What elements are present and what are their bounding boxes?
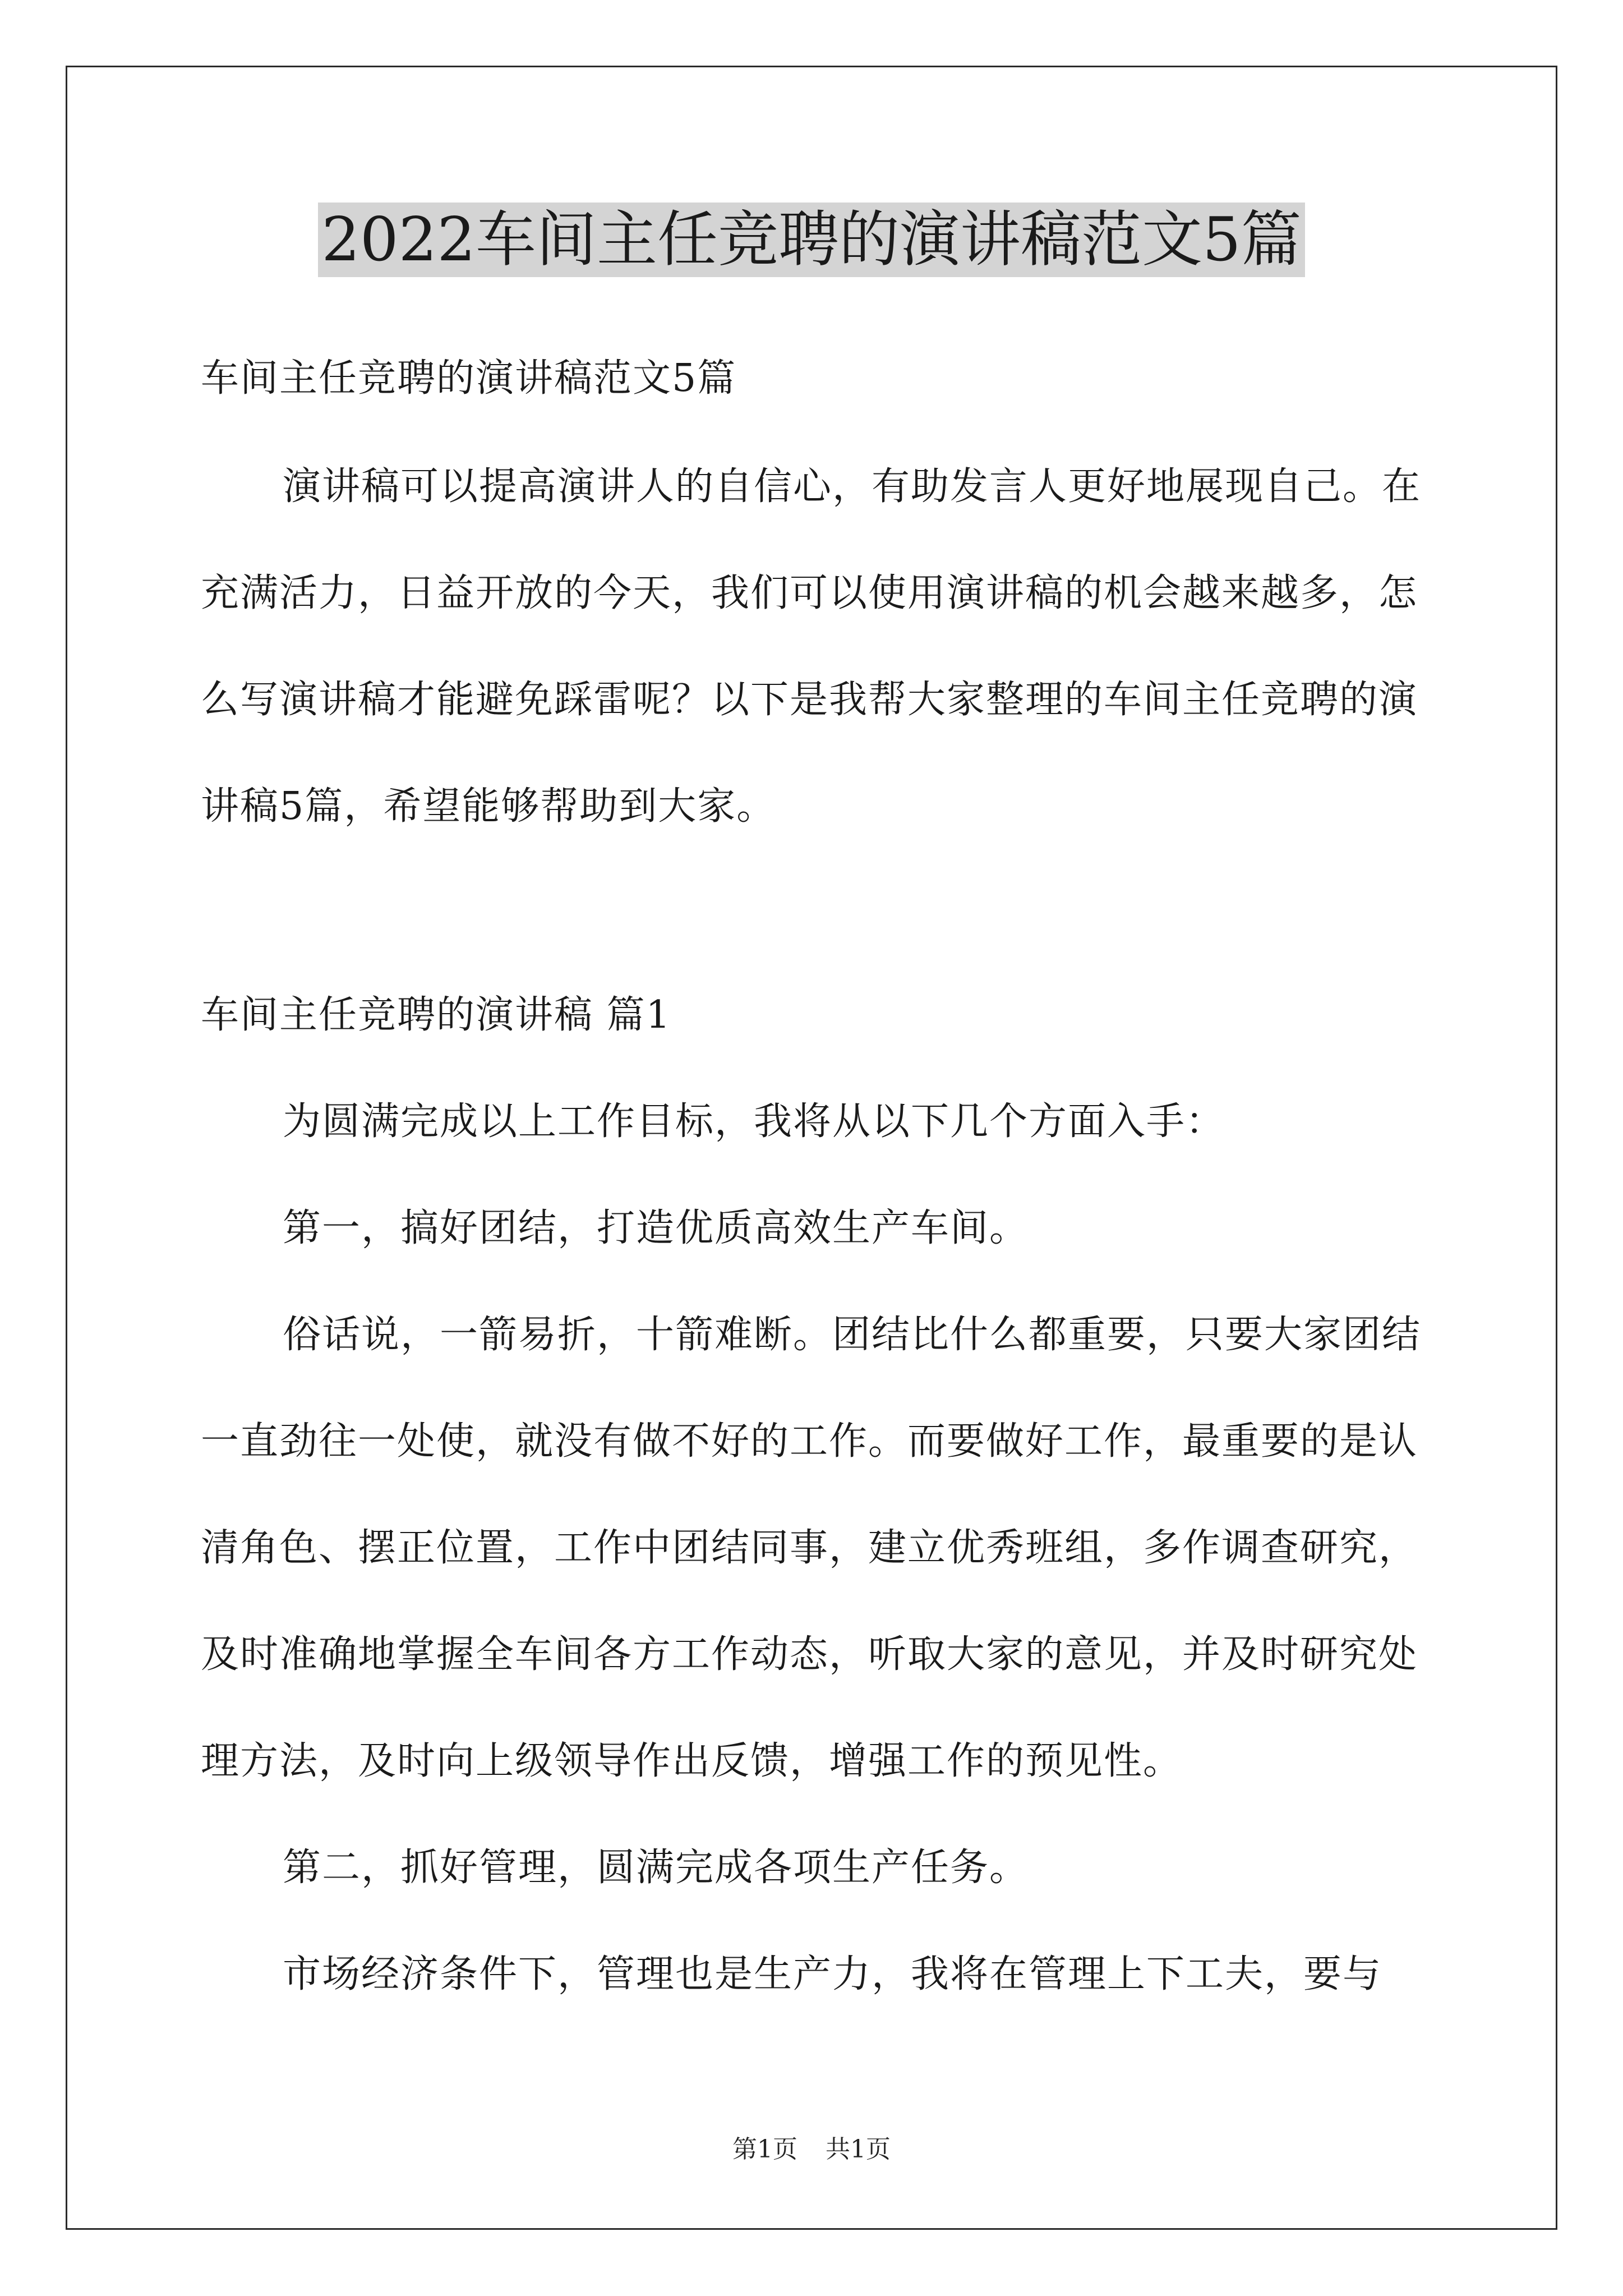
paragraph-1: 为圆满完成以上工作目标，我将从以下几个方面入手：: [283, 1099, 1225, 1144]
document-subtitle: 车间主任竞聘的演讲稿范文5篇: [201, 356, 737, 401]
paragraph-3: 俗话说，一箭易折，十箭难断。团结比什么都重要，只要大家团结一直劲往一处使，就没有做不好的工作。而要做好工作，最重要的是认清角色、摆正位置，工作中团结同事，建立优秀班组，多作调查研究，及时准确地掌握全车间各方工作动态，听取大家的意见，并及时研究处理方法，及时向上级领导作出反馈，增强工作的预见性。: [201, 1313, 1422, 1783]
page-number: 第1页: [732, 2135, 797, 2164]
document-title: [0, 201, 1623, 279]
intro-paragraph: 演讲稿可以提高演讲人的自信心，有助发言人更好地展现自己。在充满活力，日益开放的今天，我们可以使用演讲稿的机会越来越多，怎么写演讲稿才能避免踩雷呢？以下是我帮大家整理的车间主任竞聘的演讲稿5篇，希望能够帮助到大家。: [201, 464, 1422, 829]
paragraph-2: 第一，搞好团结，打造优质高效生产车间。: [283, 1206, 1029, 1250]
section-1: [201, 962, 1435, 2028]
section-heading: 车间主任竞聘的演讲稿 篇1: [201, 993, 671, 1037]
paragraph-5: 市场经济条件下，管理也是生产力，我将在管理上下工夫，要与: [283, 1952, 1382, 1996]
page-total: 共1页: [826, 2135, 891, 2164]
paragraph-4: 第二，抓好管理，圆满完成各项生产任务。: [283, 1846, 1029, 1890]
page-footer: [0, 2129, 1623, 2165]
document-title-text: 2022车间主任竞聘的演讲稿范文5篇: [318, 203, 1305, 277]
intro-block: [201, 434, 1435, 860]
